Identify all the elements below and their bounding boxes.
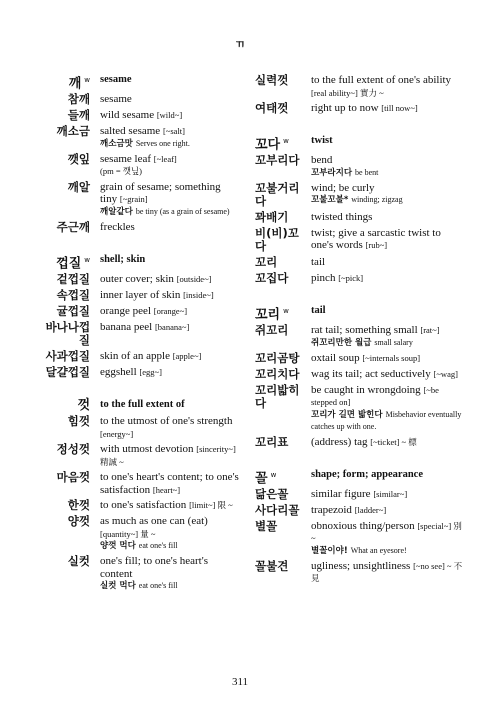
entry-section: [255, 74, 465, 115]
entry-body: [100, 74, 240, 87]
gloss: to the full extent of one's ability: [311, 74, 452, 86]
gloss: sesame leaf: [100, 152, 151, 165]
headword: 깨: [68, 76, 82, 92]
headword-cell: [255, 154, 311, 167]
entry-row: [40, 366, 240, 379]
headword-cell: [255, 504, 311, 517]
entry-body: [311, 272, 465, 285]
entry-row: [255, 352, 465, 365]
gloss: with utmost devotion: [100, 443, 194, 456]
entry-row: [40, 153, 240, 178]
gloss: shell; skin: [100, 253, 146, 265]
gloss: rat tail; something small: [311, 324, 418, 337]
headword: 꼬집다: [255, 270, 289, 285]
entry-body: [100, 109, 240, 122]
headword: 실컷: [67, 554, 90, 569]
headword-cell: [255, 560, 311, 573]
left-column: [40, 74, 240, 612]
entry-row: [255, 227, 465, 253]
gloss: wild sesame: [100, 109, 155, 122]
example-gloss: winding; zigzag: [351, 195, 403, 205]
example-gloss: Serves one right.: [135, 138, 190, 148]
entry-section: [40, 399, 240, 592]
gloss: skin of an apple: [100, 350, 170, 363]
entry-body: [311, 211, 465, 224]
gloss: to the full extent of: [100, 399, 185, 411]
entry-row: [40, 109, 240, 122]
headword-cell: [40, 515, 100, 528]
headword: 꼬리곰탕: [255, 350, 300, 365]
example-gloss: be bent: [355, 167, 379, 177]
headword-cell: [40, 221, 100, 234]
headword-cell: [40, 415, 100, 428]
headword: 한껏: [67, 498, 90, 513]
entry-row: [255, 368, 465, 381]
headword-cell: [255, 135, 311, 151]
example-korean: 꼬불꼬불*: [311, 195, 349, 206]
headword-cell: [255, 227, 311, 253]
headword-cell: [255, 352, 311, 365]
entry-body: [311, 227, 465, 252]
gloss: (address) tag: [311, 435, 368, 448]
headword: 마음껏: [56, 470, 90, 485]
entry-body: [311, 182, 465, 207]
headword: 들깨: [67, 108, 90, 123]
entry-row: [40, 499, 240, 512]
headword-cell: [40, 289, 100, 302]
gloss: one's fill; to one's heart's content: [100, 555, 208, 580]
etymology-note: [~be stepped on]: [311, 384, 439, 408]
section-heading: [40, 74, 240, 90]
headword-cell: [40, 471, 100, 484]
headword: 참깨: [67, 92, 90, 107]
headword-cell: [40, 399, 100, 412]
entry-row: [255, 560, 465, 585]
headword-cell: [255, 488, 311, 501]
example-korean: 양껏 먹다: [100, 541, 136, 552]
headword: 양껏: [67, 514, 90, 529]
example-korean: 별꼴이야!: [311, 545, 348, 556]
headword: 귤껍질: [56, 304, 90, 319]
entry-row: [40, 415, 240, 440]
entry-row: [255, 74, 465, 99]
etymology-note: [similar~]: [373, 488, 408, 499]
example: [100, 540, 240, 552]
headword-cell: [40, 109, 100, 122]
example: [100, 580, 240, 592]
example-korean: 실컷 먹다: [100, 581, 136, 592]
entry-body: [311, 384, 465, 433]
entry-row: [40, 221, 240, 234]
headword-cell: [255, 74, 311, 87]
example-korean: 쥐꼬리만한 월급: [311, 337, 372, 348]
headword: 꼬부리다: [255, 153, 300, 168]
section-heading: [255, 305, 465, 321]
entry-row: [40, 443, 240, 468]
example: [100, 138, 240, 150]
entry-body: [100, 515, 240, 552]
entry-row: [40, 471, 240, 496]
gloss: be caught in wrongdoing: [311, 383, 421, 396]
entry-row: [40, 555, 240, 592]
headword-cell: [40, 181, 100, 194]
entry-body: [311, 74, 465, 99]
headword: 속껍질: [56, 288, 90, 303]
entry-row: [40, 289, 240, 302]
headword: 사과껍질: [45, 349, 90, 364]
entry-row: [255, 504, 465, 517]
entry-body: [100, 499, 240, 512]
entry-body: [311, 436, 465, 449]
entry-body: [100, 366, 240, 379]
headword: 실력껏: [255, 73, 289, 87]
entry-body: [100, 321, 240, 334]
gloss: twist; give a sarcastic twist to one's words: [311, 226, 441, 252]
entry-body: [100, 221, 240, 234]
right-column: [255, 74, 465, 605]
headword: 쥐꼬리: [255, 323, 289, 338]
etymology-note: [egg~]: [139, 367, 162, 378]
entry-body: [100, 471, 240, 496]
gloss: inner layer of skin: [100, 289, 181, 302]
example: [311, 409, 465, 433]
headword: 꼬리밟히다: [255, 382, 300, 410]
headword-cell: [40, 321, 100, 347]
entry-body: [100, 350, 240, 363]
headword: 껍질: [56, 256, 82, 272]
etymology-note: [inside~]: [183, 290, 214, 301]
gloss: orange peel: [100, 305, 151, 318]
entry-row: [255, 324, 465, 349]
headword-cell: [40, 74, 100, 90]
headword-cell: [255, 102, 311, 115]
entry-section: [255, 305, 465, 449]
page-header: ㄲ: [234, 39, 246, 51]
example-korean: 깨알같다: [100, 206, 133, 217]
section-heading: [40, 399, 240, 412]
headword: 달걀껍질: [45, 365, 90, 380]
gloss: oxtail soup: [311, 351, 360, 364]
headword-cell: [255, 469, 311, 485]
gloss: wag its tail; act seductively: [311, 367, 431, 380]
entry-row: [255, 488, 465, 501]
headword: 껏: [77, 398, 90, 414]
gloss: sesame: [100, 93, 132, 106]
headword: 별꼴: [255, 518, 278, 533]
example-gloss: Misbehavior eventually catches up with one.: [311, 409, 462, 431]
headword-cell: [255, 384, 311, 410]
entry-row: [255, 384, 465, 433]
gloss: ugliness; unsightliness: [311, 559, 411, 572]
headword: 꼴: [255, 470, 268, 486]
headword-cell: [255, 256, 311, 269]
entry-row: [40, 125, 240, 150]
etymology-note: [~salt]: [162, 126, 186, 137]
example-gloss: be tiny (as a grain of sesame): [135, 206, 230, 216]
example-gloss: eat one's fill: [138, 541, 178, 551]
gloss: grain of sesame; something tiny: [100, 180, 221, 206]
entry-row: [255, 211, 465, 224]
headword-cell: [40, 499, 100, 512]
headword: 꽈배기: [255, 209, 289, 224]
headword-cell: [40, 93, 100, 106]
entry-body: [100, 125, 240, 150]
entry-body: [100, 254, 240, 267]
entry-body: [100, 415, 240, 440]
entry-body: [311, 368, 465, 381]
headword: 깨알: [67, 179, 90, 194]
entry-section: [40, 254, 240, 379]
section-heading: [255, 469, 465, 485]
gloss: shape; form; appearance: [311, 468, 423, 480]
entry-body: [100, 153, 240, 178]
example-korean: 꼬부라지다: [311, 167, 353, 178]
superscript-marker: w: [84, 255, 90, 264]
gloss: obnoxious thing/person: [311, 519, 415, 532]
entry-row: [40, 93, 240, 106]
superscript-marker: w: [283, 306, 289, 315]
headword: 힘껏: [67, 414, 90, 429]
gloss: eggshell: [100, 366, 137, 379]
section-heading: [255, 135, 465, 151]
entry-body: [311, 324, 465, 349]
entry-row: [255, 182, 465, 208]
headword-cell: [255, 520, 311, 533]
example-korean: 꼬리가 길면 밟힌다: [311, 409, 383, 420]
entry-section: [255, 135, 465, 285]
entry-body: [100, 305, 240, 318]
headword: 꼬불거리다: [255, 180, 300, 208]
headword: 바나나껍질: [45, 320, 90, 348]
etymology-note: [rat~]: [420, 325, 440, 336]
entry-row: [40, 305, 240, 318]
headword: 꼬리: [255, 307, 281, 323]
entry-body: [311, 560, 465, 585]
etymology-note: [banana~]: [154, 322, 190, 333]
headword-cell: [255, 211, 311, 224]
entry-body: [100, 289, 240, 302]
entry-body: [100, 399, 240, 412]
headword: 겉껍질: [56, 272, 90, 287]
entry-section: [40, 74, 240, 234]
entry-body: [100, 93, 240, 106]
headword-cell: [40, 305, 100, 318]
entry-row: [40, 273, 240, 286]
superscript-marker: w: [283, 137, 289, 145]
entry-body: [100, 273, 240, 286]
headword: 꼴불견: [255, 558, 289, 573]
example: [311, 167, 465, 179]
gloss: pinch: [311, 271, 336, 284]
entry-body: [311, 135, 465, 148]
etymology-note: [heart~]: [152, 484, 181, 495]
gloss: similar figure: [311, 487, 371, 500]
entry-body: [100, 555, 240, 592]
example: [100, 206, 240, 218]
example-gloss: small salary: [374, 337, 413, 347]
example-gloss: eat one's fill: [138, 581, 178, 591]
headword-cell: [255, 182, 311, 208]
headword: 주근깨: [56, 219, 90, 234]
entry-body: [311, 102, 465, 115]
gloss: right up to now: [311, 102, 379, 114]
gloss: banana peel: [100, 321, 153, 334]
example: [311, 194, 465, 206]
entry-body: [311, 305, 465, 318]
entry-row: [40, 181, 240, 218]
gloss: trapezoid: [311, 503, 352, 516]
etymology-note: [~no see] ~ 不見: [311, 560, 463, 584]
gloss: freckles: [100, 220, 135, 233]
headword: 꼬리표: [255, 434, 289, 449]
headword: 꼬리치다: [255, 366, 300, 381]
gloss: salted sesame: [100, 125, 161, 138]
entry-row: [255, 272, 465, 285]
etymology-note: [ladder~]: [354, 504, 387, 515]
gloss: sesame: [100, 74, 132, 85]
headword-cell: [40, 254, 100, 270]
etymology-note: [~internals soup]: [362, 352, 421, 363]
superscript-marker: w: [270, 470, 277, 479]
entry-row: [255, 256, 465, 269]
entry-row: [40, 515, 240, 552]
gloss: twist: [311, 135, 333, 146]
headword-cell: [40, 366, 100, 379]
etymology-note: [limit~] 限 ~: [189, 500, 233, 511]
headword: 꼬리: [255, 254, 278, 269]
headword: 꼬다: [255, 137, 281, 153]
etymology-note: [energy~]: [100, 428, 134, 439]
gloss: tail: [311, 255, 326, 268]
headword: 여태껏: [255, 101, 289, 115]
headword: 비(비)꼬다: [255, 225, 299, 253]
entry-body: [311, 154, 465, 179]
headword-cell: [40, 125, 100, 138]
entry-body: [311, 352, 465, 365]
gloss: to one's heart's content; to one's satisfaction: [100, 471, 239, 496]
etymology-note: [~ticket] ~ 標: [370, 436, 417, 447]
section-heading: [40, 254, 240, 270]
etymology-note: [quantity~] 量 ~: [100, 528, 156, 539]
etymology-note: [~leaf]: [153, 153, 177, 164]
headword-cell: [40, 350, 100, 363]
headword-cell: [255, 436, 311, 449]
gloss: outer cover; skin: [100, 273, 174, 286]
headword: 깨소금: [56, 124, 90, 139]
headword: 정성껏: [56, 442, 90, 457]
etymology-note: [~grain]: [119, 194, 148, 205]
headword-cell: [40, 555, 100, 568]
etymology-note: [outside~]: [176, 274, 212, 285]
headword-cell: [255, 305, 311, 321]
gloss: to the utmost of one's strength: [100, 415, 233, 428]
entry-body: [311, 256, 465, 269]
etymology-note: [apple~]: [172, 351, 202, 362]
entry-section: [255, 469, 465, 585]
entry-row: [40, 321, 240, 347]
headword-cell: [40, 273, 100, 286]
example-gloss: What an eyesore!: [350, 545, 407, 555]
entry-body: [311, 520, 465, 557]
entry-row: [255, 436, 465, 449]
headword-cell: [255, 272, 311, 285]
headword: 사다리꼴: [255, 502, 300, 517]
entry-body: [311, 469, 465, 482]
headword: 닮은꼴: [255, 486, 289, 501]
etymology-note: [orange~]: [153, 306, 188, 317]
gloss: bend: [311, 154, 333, 167]
entry-body: [311, 504, 465, 517]
entry-row: [255, 520, 465, 557]
headword-cell: [255, 368, 311, 381]
variant-note: (pm = 깻닢): [100, 166, 142, 177]
etymology-note: [sincerity~] 精誠 ~: [100, 444, 236, 467]
example-korean: 깨소금맛: [100, 138, 133, 149]
entry-row: [255, 154, 465, 179]
etymology-note: [rub~]: [365, 240, 388, 251]
entry-body: [100, 443, 240, 468]
headword-cell: [40, 443, 100, 456]
gloss: wind; be curly: [311, 181, 375, 194]
etymology-note: [wild~]: [156, 110, 183, 121]
gloss: to one's satisfaction: [100, 499, 187, 512]
headword-cell: [255, 324, 311, 337]
example: [311, 337, 465, 349]
etymology-note: [special~] 別 ~: [311, 520, 462, 544]
entry-body: [311, 488, 465, 501]
etymology-note: [till now~]: [381, 103, 418, 113]
entry-body: [100, 181, 240, 218]
headword-cell: [40, 153, 100, 166]
gloss: twisted things: [311, 210, 373, 223]
gloss: tail: [311, 304, 326, 316]
example: [311, 545, 465, 557]
etymology-note: [~pick]: [338, 272, 364, 283]
etymology-note: [real ability~] 實力 ~: [311, 87, 384, 98]
entry-row: [255, 102, 465, 115]
gloss: as much as one can (eat): [100, 515, 208, 528]
entry-row: [40, 350, 240, 363]
etymology-note: [~wag]: [433, 368, 458, 379]
headword: 깻잎: [67, 151, 90, 166]
page-number: 311: [231, 676, 249, 688]
superscript-marker: w: [84, 76, 90, 84]
